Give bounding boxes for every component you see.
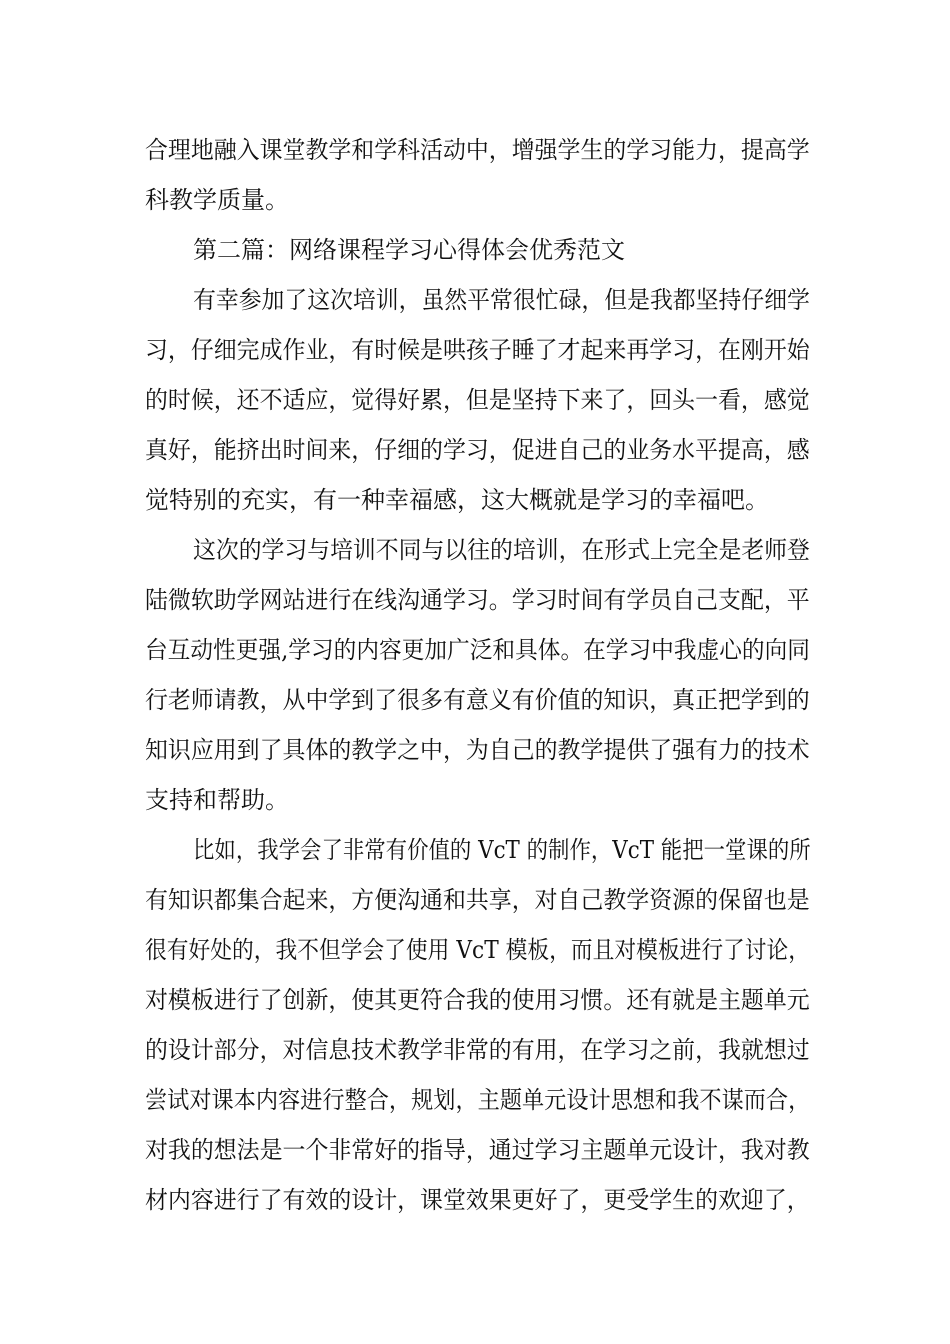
- text-line: 支持和帮助。: [145, 786, 289, 814]
- text-line: 的时候，还不适应，觉得好累，但是坚持下来了，回头一看，感觉: [145, 386, 810, 414]
- text-line: 合理地融入课堂教学和学科活动中，增强学生的学习能力，提高学: [145, 136, 810, 164]
- text-line: 台互动性更强,学习的内容更加广泛和具体。在学习中我虚心的向同: [145, 636, 810, 664]
- text-line: 材内容进行了有效的设计，课堂效果更好了，更受学生的欢迎了，: [145, 1186, 810, 1214]
- text-line: 有知识都集合起来，方便沟通和共享，对自己教学资源的保留也是: [145, 886, 810, 914]
- text-line: 对模板进行了创新，使其更符合我的使用习惯。还有就是主题单元: [145, 986, 810, 1014]
- text-line: 觉特别的充实，有一种幸福感，这大概就是学习的幸福吧。: [145, 486, 769, 514]
- text-line: 习，仔细完成作业，有时候是哄孩子睡了才起来再学习，在刚开始: [145, 336, 810, 364]
- text-line: 知识应用到了具体的教学之中，为自己的教学提供了强有力的技术: [145, 736, 810, 764]
- text-line: 有幸参加了这次培训，虽然平常很忙碌，但是我都坚持仔细学: [193, 286, 810, 314]
- section-heading: 第二篇：网络课程学习心得体会优秀范文: [193, 236, 625, 264]
- text-line: 尝试对课本内容进行整合，规划，主题单元设计思想和我不谋而合，: [145, 1086, 811, 1114]
- text-line: 比如，我学会了非常有价值的 VcT 的制作，VcT 能把一堂课的所: [193, 836, 811, 864]
- text-line: 陆微软助学网站进行在线沟通学习。学习时间有学员自己支配，平: [145, 586, 810, 614]
- text-line: 很有好处的，我不但学会了使用 VcT 模板，而且对模板进行了讨论，: [145, 936, 811, 964]
- text-line: 这次的学习与培训不同与以往的培训，在形式上完全是老师登: [193, 536, 810, 564]
- text-line: 行老师请教，从中学到了很多有意义有价值的知识，真正把学到的: [145, 686, 810, 714]
- text-line: 真好，能挤出时间来，仔细的学习，促进自己的业务水平提高，感: [145, 436, 810, 464]
- text-line: 的设计部分，对信息技术教学非常的有用，在学习之前，我就想过: [145, 1036, 810, 1064]
- text-line: 科教学质量。: [145, 186, 289, 214]
- text-line: 对我的想法是一个非常好的指导，通过学习主题单元设计，我对教: [145, 1136, 810, 1164]
